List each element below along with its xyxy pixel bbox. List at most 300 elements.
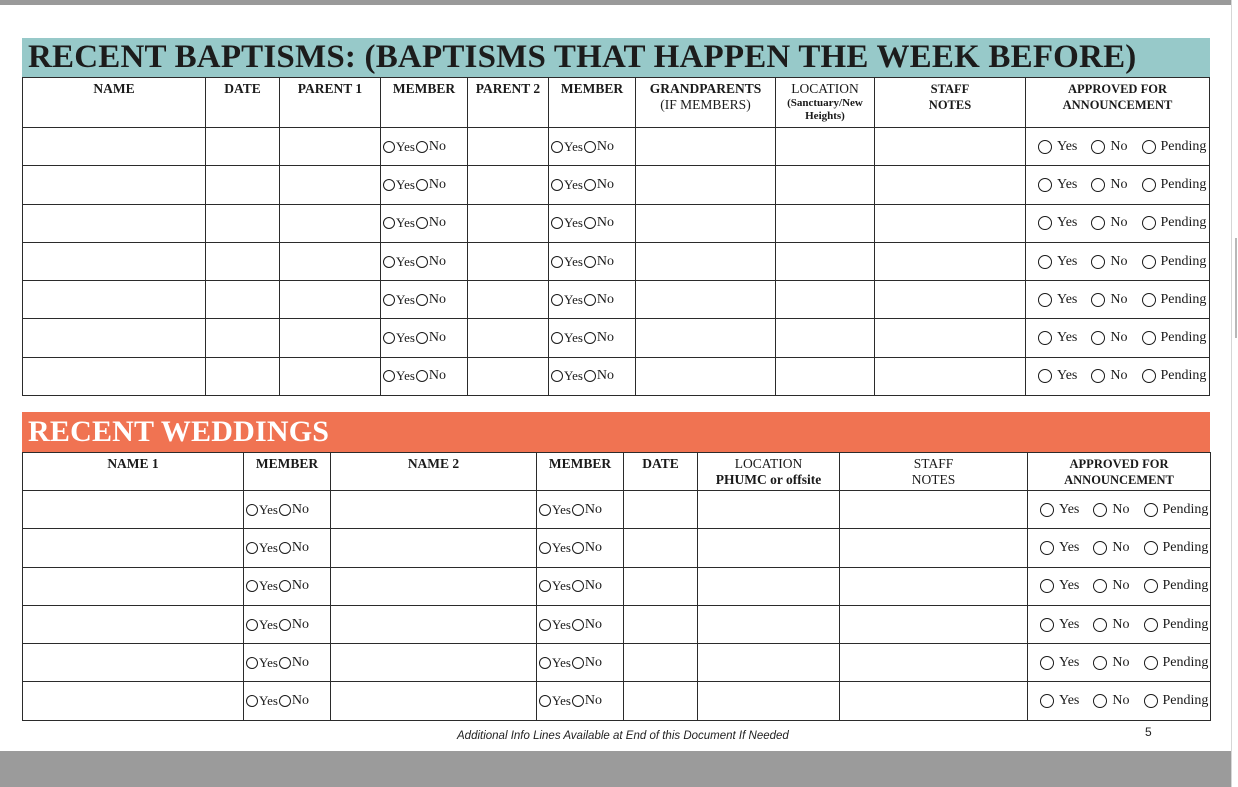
radio-button[interactable] [584,294,596,306]
name2-cell[interactable] [331,491,537,529]
date-cell[interactable] [206,357,280,395]
parent1-cell[interactable] [280,166,381,204]
table-row [23,682,1211,720]
baptisms-table [22,77,1210,396]
radio-button[interactable] [551,217,563,229]
radio-button[interactable] [551,256,563,268]
weddings-table [22,452,1211,721]
radio-button[interactable] [539,504,551,516]
scrollbar-thumb[interactable] [1235,238,1237,338]
location-sublabel: (Sanctuary/New Heights) [787,97,863,122]
radio-button[interactable] [572,619,584,631]
radio-button[interactable] [1038,216,1052,230]
staff-notes-cell[interactable] [875,128,1026,166]
member-cell [537,682,624,720]
staff-notes-cell[interactable] [840,644,1028,682]
radio-button[interactable] [416,332,428,344]
radio-button[interactable] [246,504,258,516]
no-label: No [596,176,615,192]
radio-button[interactable] [1142,255,1156,269]
member-cell [244,682,331,720]
grandparents-cell[interactable] [636,166,776,204]
yes-no-group [549,368,635,384]
radio-button[interactable] [551,294,563,306]
location-cell[interactable] [698,529,840,567]
yes-label: Yes [1059,501,1080,517]
baptisms-section-title: RECENT BAPTISMS: (BAPTISMS THAT HAPPEN THE WEEK BEFORE) [22,38,1210,77]
notes-label: NOTES [911,472,956,487]
member-cell [537,644,624,682]
member-cell [381,357,468,395]
parent2-cell[interactable] [468,242,549,280]
radio-button[interactable] [416,370,428,382]
radio-button[interactable] [1040,618,1054,632]
date-cell[interactable] [624,529,698,567]
yes-label: Yes [396,176,415,192]
radio-button[interactable] [551,141,563,153]
radio-button[interactable] [1093,656,1107,670]
no-label: No [1110,138,1128,154]
no-label: No [584,501,603,517]
radio-button[interactable] [416,179,428,191]
yes-label: Yes [396,138,415,154]
no-label: No [584,578,603,594]
radio-button[interactable] [246,542,258,554]
radio-button[interactable] [416,217,428,229]
parent1-cell[interactable] [280,357,381,395]
name1-cell[interactable] [23,605,244,643]
radio-button[interactable] [416,141,428,153]
no-label: No [291,654,310,670]
col-header-location [776,78,875,128]
parent1-cell[interactable] [280,281,381,319]
radio-button[interactable] [279,580,291,592]
member-cell [549,242,636,280]
radio-button[interactable] [279,504,291,516]
yes-no-group [537,540,623,556]
radio-button[interactable] [1093,579,1107,593]
yes-no-group [537,617,623,633]
location-cell[interactable] [698,605,840,643]
yes-label: Yes [564,176,583,192]
radio-button[interactable] [1038,140,1052,154]
radio-button[interactable] [1091,178,1105,192]
member-cell [381,128,468,166]
parent2-cell[interactable] [468,166,549,204]
yes-no-group [537,578,623,594]
staff-notes-cell[interactable] [875,204,1026,242]
member-cell [381,281,468,319]
radio-button[interactable] [246,580,258,592]
col-header-location [698,453,840,491]
name1-cell[interactable] [23,491,244,529]
approval-group [1026,254,1209,270]
col-header-parent1: PARENT 1 [280,78,381,128]
member-cell [244,644,331,682]
name-cell[interactable] [23,204,206,242]
approved-cell [1028,682,1211,720]
no-label: No [428,253,447,269]
yes-no-group [381,368,467,384]
radio-button[interactable] [1144,541,1158,555]
date-cell[interactable] [624,567,698,605]
no-label: No [584,616,603,632]
parent1-cell[interactable] [280,128,381,166]
radio-button[interactable] [416,294,428,306]
staff-notes-cell[interactable] [875,281,1026,319]
location-cell[interactable] [776,242,875,280]
yes-label: Yes [396,291,415,307]
yes-no-group [537,693,623,709]
yes-no-group [537,655,623,671]
radio-button[interactable] [572,657,584,669]
yes-label: Yes [396,330,415,346]
radio-button[interactable] [1091,216,1105,230]
radio-button[interactable] [1142,216,1156,230]
location-cell[interactable] [698,644,840,682]
staff-notes-cell[interactable] [840,491,1028,529]
location-cell[interactable] [776,166,875,204]
grandparents-cell[interactable] [636,204,776,242]
radio-button[interactable] [584,370,596,382]
table-row [23,319,1210,357]
location-cell[interactable] [776,128,875,166]
member-cell [549,281,636,319]
approved-cell [1028,491,1211,529]
radio-button[interactable] [584,179,596,191]
grandparents-cell[interactable] [636,319,776,357]
radio-button[interactable] [539,619,551,631]
yes-no-group [381,139,467,155]
radio-button[interactable] [539,580,551,592]
table-row [23,128,1210,166]
location-cell[interactable] [698,491,840,529]
approved-cell [1028,644,1211,682]
yes-label: Yes [1057,330,1078,346]
radio-button[interactable] [1040,656,1054,670]
no-label: No [428,291,447,307]
parent2-cell[interactable] [468,204,549,242]
radio-button[interactable] [1091,331,1105,345]
radio-button[interactable] [584,141,596,153]
radio-button[interactable] [246,657,258,669]
radio-button[interactable] [1091,255,1105,269]
grandparents-cell[interactable] [636,357,776,395]
announcement-label: ANNOUNCEMENT [1062,98,1173,112]
yes-no-group [549,139,635,155]
member-cell [549,357,636,395]
grandparents-cell[interactable] [636,242,776,280]
member-cell [381,242,468,280]
yes-label: Yes [396,253,415,269]
date-cell[interactable] [206,128,280,166]
location-cell[interactable] [698,567,840,605]
radio-button[interactable] [584,217,596,229]
radio-button[interactable] [1144,656,1158,670]
radio-button[interactable] [1091,140,1105,154]
pending-label: Pending [1162,654,1209,670]
name2-cell[interactable] [331,567,537,605]
radio-button[interactable] [539,542,551,554]
pending-label: Pending [1160,215,1207,231]
radio-button[interactable] [1093,694,1107,708]
name1-cell[interactable] [23,682,244,720]
radio-button[interactable] [1142,178,1156,192]
approval-group [1026,292,1209,308]
yes-label: Yes [259,501,278,517]
approved-cell [1026,319,1210,357]
no-label: No [428,368,447,384]
radio-button[interactable] [572,542,584,554]
yes-label: Yes [552,654,571,670]
col-header-parent2: PARENT 2 [468,78,549,128]
parent1-cell[interactable] [280,319,381,357]
radio-button[interactable] [1040,503,1054,517]
radio-button[interactable] [584,332,596,344]
staff-notes-cell[interactable] [840,567,1028,605]
table-row [23,567,1211,605]
radio-button[interactable] [551,332,563,344]
radio-button[interactable] [572,504,584,516]
col-header-date: DATE [206,78,280,128]
grandparents-sublabel: (IF MEMBERS) [660,97,751,112]
no-label: No [596,253,615,269]
radio-button[interactable] [1093,541,1107,555]
approved-cell [1026,281,1210,319]
member-cell [537,605,624,643]
radio-button[interactable] [1040,579,1054,593]
radio-button[interactable] [1040,541,1054,555]
name1-cell[interactable] [23,644,244,682]
col-header-name1: NAME 1 [23,453,244,491]
member-cell [549,166,636,204]
no-label: No [1110,253,1128,269]
no-label: No [1110,215,1128,231]
yes-no-group [549,330,635,346]
table-row [23,605,1211,643]
member-cell [537,491,624,529]
name1-cell[interactable] [23,529,244,567]
radio-button[interactable] [383,179,395,191]
date-cell[interactable] [624,644,698,682]
yes-label: Yes [396,215,415,231]
radio-button[interactable] [572,580,584,592]
col-header-name: NAME [23,78,206,128]
parent1-cell[interactable] [280,204,381,242]
grandparents-cell[interactable] [636,128,776,166]
no-label: No [596,330,615,346]
table-row [23,166,1210,204]
radio-button[interactable] [1142,331,1156,345]
radio-button[interactable] [1038,331,1052,345]
yes-no-group [381,292,467,308]
radio-button[interactable] [1093,618,1107,632]
no-label: No [1112,616,1130,632]
yes-label: Yes [1059,539,1080,555]
parent2-cell[interactable] [468,319,549,357]
yes-label: Yes [1059,578,1080,594]
no-label: No [428,215,447,231]
member-cell [244,567,331,605]
staff-notes-cell[interactable] [840,529,1028,567]
radio-button[interactable] [246,619,258,631]
staff-notes-cell[interactable] [840,605,1028,643]
radio-button[interactable] [551,179,563,191]
yes-label: Yes [564,253,583,269]
location-cell[interactable] [776,281,875,319]
no-label: No [1112,693,1130,709]
date-cell[interactable] [206,166,280,204]
col-header-member1: MEMBER [381,78,468,128]
radio-button[interactable] [246,695,258,707]
radio-button[interactable] [539,695,551,707]
no-label: No [291,501,310,517]
radio-button[interactable] [416,256,428,268]
no-label: No [596,215,615,231]
member-cell [244,491,331,529]
parent2-cell[interactable] [468,128,549,166]
radio-button[interactable] [1142,369,1156,383]
radio-button[interactable] [383,332,395,344]
date-cell[interactable] [206,204,280,242]
table-row [23,204,1210,242]
radio-button[interactable] [383,256,395,268]
staff-notes-cell[interactable] [840,682,1028,720]
date-cell[interactable] [206,242,280,280]
approval-group [1026,215,1209,231]
name-cell[interactable] [23,242,206,280]
date-cell[interactable] [206,281,280,319]
name2-cell[interactable] [331,682,537,720]
name2-cell[interactable] [331,644,537,682]
approved-label: APPROVED FOR [1069,457,1169,471]
footer-note: Additional Info Lines Available at End of this Document If Needed [457,730,789,742]
radio-button[interactable] [279,619,291,631]
location-cell[interactable] [776,319,875,357]
staff-notes-cell[interactable] [875,242,1026,280]
col-header-member2: MEMBER [537,453,624,491]
page-number: 5 [1145,725,1152,739]
radio-button[interactable] [383,370,395,382]
radio-button[interactable] [1144,694,1158,708]
radio-button[interactable] [279,657,291,669]
date-cell[interactable] [624,491,698,529]
parent2-cell[interactable] [468,281,549,319]
name-cell[interactable] [23,357,206,395]
member-cell [549,204,636,242]
no-label: No [584,654,603,670]
name-cell[interactable] [23,319,206,357]
yes-label: Yes [552,539,571,555]
date-cell[interactable] [624,605,698,643]
yes-no-group [381,177,467,193]
radio-button[interactable] [1142,293,1156,307]
approved-cell [1026,357,1210,395]
radio-button[interactable] [1091,293,1105,307]
staff-notes-cell[interactable] [875,357,1026,395]
radio-button[interactable] [1040,694,1054,708]
staff-notes-cell[interactable] [875,319,1026,357]
radio-button[interactable] [1038,369,1052,383]
radio-button[interactable] [1038,255,1052,269]
member-cell [537,567,624,605]
name2-cell[interactable] [331,529,537,567]
no-label: No [428,176,447,192]
name2-cell[interactable] [331,605,537,643]
radio-button[interactable] [1093,503,1107,517]
col-header-staff-notes [840,453,1028,491]
yes-label: Yes [1059,616,1080,632]
radio-button[interactable] [1144,503,1158,517]
location-cell[interactable] [776,357,875,395]
yes-label: Yes [564,291,583,307]
radio-button[interactable] [383,141,395,153]
approved-cell [1028,529,1211,567]
no-label: No [1112,501,1130,517]
no-label: No [428,138,447,154]
approved-cell [1026,242,1210,280]
page-right-edge [1231,0,1238,787]
name1-cell[interactable] [23,567,244,605]
radio-button[interactable] [279,695,291,707]
radio-button[interactable] [584,256,596,268]
date-cell[interactable] [206,319,280,357]
no-label: No [596,138,615,154]
bottom-border [0,751,1232,787]
name-cell[interactable] [23,166,206,204]
yes-label: Yes [259,578,278,594]
parent2-cell[interactable] [468,357,549,395]
radio-button[interactable] [551,370,563,382]
no-label: No [1110,330,1128,346]
location-cell[interactable] [776,204,875,242]
location-cell[interactable] [698,682,840,720]
radio-button[interactable] [1142,140,1156,154]
parent1-cell[interactable] [280,242,381,280]
member-cell [537,529,624,567]
radio-button[interactable] [1144,579,1158,593]
pending-label: Pending [1162,539,1209,555]
radio-button[interactable] [1144,618,1158,632]
yes-label: Yes [1057,215,1078,231]
radio-button[interactable] [383,217,395,229]
radio-button[interactable] [1038,178,1052,192]
member-cell [244,529,331,567]
yes-no-group [244,655,330,671]
no-label: No [1112,578,1130,594]
radio-button[interactable] [539,657,551,669]
yes-no-group [381,330,467,346]
no-label: No [596,368,615,384]
col-header-grandparents [636,78,776,128]
radio-button[interactable] [1091,369,1105,383]
no-label: No [596,291,615,307]
radio-button[interactable] [279,542,291,554]
date-cell[interactable] [624,682,698,720]
radio-button[interactable] [572,695,584,707]
radio-button[interactable] [383,294,395,306]
grandparents-label: GRANDPARENTS [649,81,762,96]
weddings-section-title: RECENT WEDDINGS [22,412,1210,452]
no-label: No [1110,368,1128,384]
approval-group [1026,330,1209,346]
staff-notes-cell[interactable] [875,166,1026,204]
approval-group [1028,617,1210,633]
name-cell[interactable] [23,281,206,319]
name-cell[interactable] [23,128,206,166]
radio-button[interactable] [1038,293,1052,307]
grandparents-cell[interactable] [636,281,776,319]
